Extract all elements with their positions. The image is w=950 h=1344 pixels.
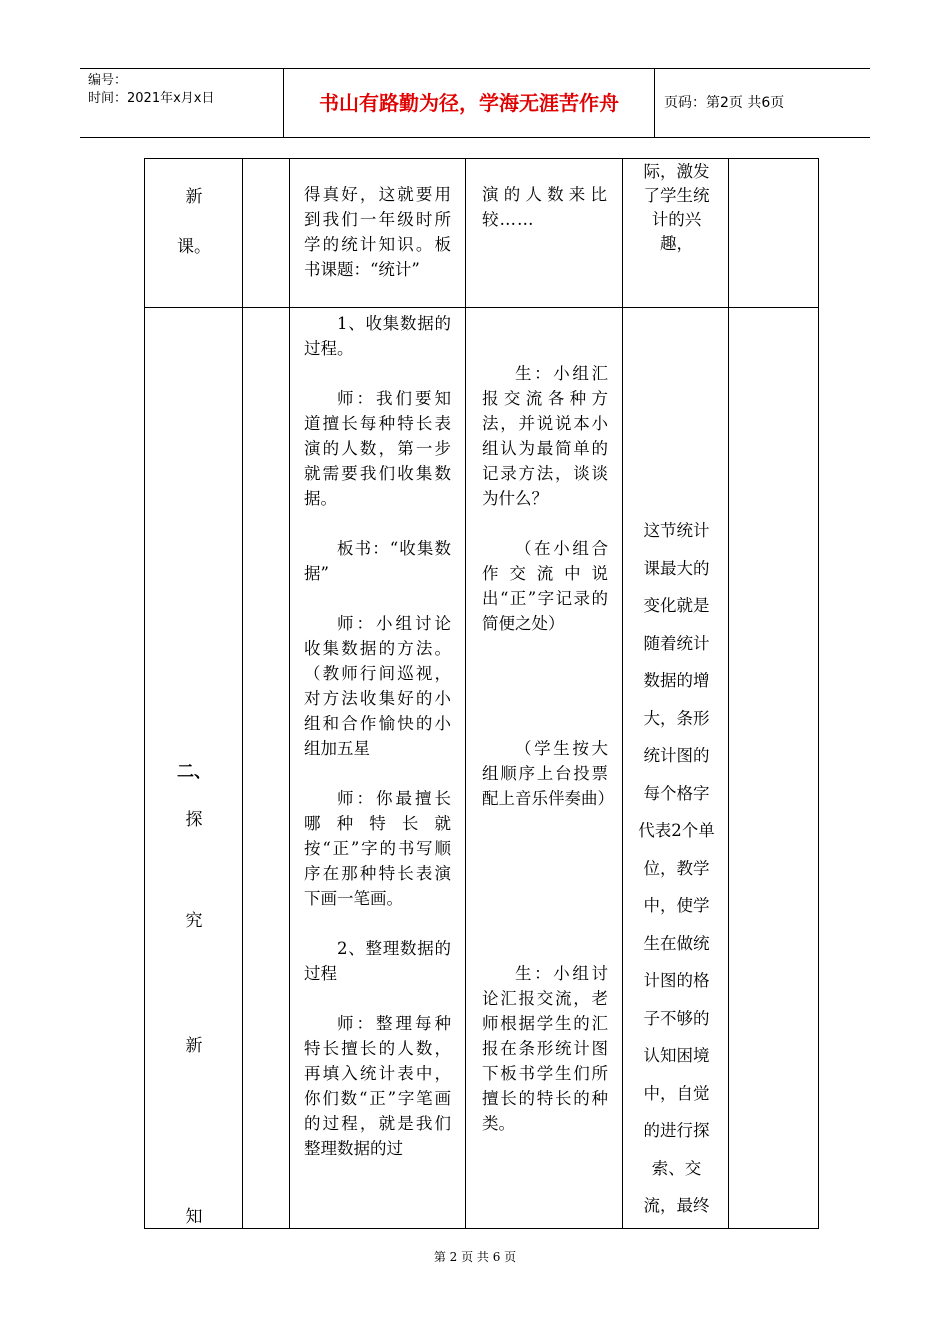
stage-cell	[145, 159, 243, 308]
student-text: （在小组合作交流中说出“正”字记录的简便之处）	[482, 539, 608, 633]
intent-cell	[623, 308, 729, 1229]
intent-cell	[623, 159, 729, 308]
page-footer: 第 2 页 共 6 页	[433, 1250, 517, 1264]
stage-text: 二、	[177, 762, 211, 782]
student-cell	[466, 308, 623, 1229]
time-cell	[243, 159, 290, 308]
student-text: （学生按大组顺序上台投票配上音乐伴奏曲）	[482, 739, 614, 808]
stage-text: 新	[185, 187, 203, 207]
time-cell	[243, 308, 290, 1229]
intent-text: 际，激发了学生统计的兴趣，	[643, 162, 710, 253]
stage-text: 知	[185, 1207, 203, 1227]
page-header	[80, 68, 870, 138]
stage-text: 新	[185, 1036, 203, 1056]
teacher-text: 师：你最擅长哪种特长就按“正”字的书写顺序在那种特长表演下画一笔画。	[304, 789, 451, 908]
table-row	[145, 159, 819, 308]
stage-cell	[145, 308, 243, 1229]
student-text: 生：小组讨论汇报交流，老师根据学生的汇报在条形统计图下板书学生们所擅长的特长的种类。	[482, 964, 608, 1133]
stage-text: 课。	[177, 237, 211, 257]
number-label: 编号：	[88, 73, 128, 88]
teacher-text: 2、整理数据的过程	[304, 939, 451, 983]
student-cell	[466, 159, 623, 308]
student-text: 演的人数来比较……	[482, 185, 608, 229]
page-label: 页码：第2页 共6页	[664, 95, 785, 111]
stage-text: 究	[185, 911, 203, 931]
teacher-text: 师：我们要知道擅长每种特长表演的人数，第一步就需要我们收集数据。	[304, 389, 451, 508]
teacher-cell	[290, 308, 466, 1229]
teacher-text: 师：整理每种特长擅长的人数，再填入统计表中，你们数“正”字笔画的过程，就是我们整理数据的过	[304, 1014, 451, 1158]
stage-text: 探	[185, 810, 203, 830]
teacher-text: 得真好，这就要用到我们一年级时所学的统计知识。板书课题：“统计”	[304, 185, 451, 279]
teacher-cell	[290, 159, 466, 308]
teacher-text: 1、收集数据的过程。	[304, 314, 451, 358]
intent-text: 这节统计课最大的变化就是随着统计数据的增大，条形统计图的每个格字代表2个单位，教学中，使学生在做统计图的格子不够的认知困境中，自觉的进行探索、交流，最终	[638, 521, 715, 1215]
teacher-text: 师：小组讨论收集数据的方法。（教师行间巡视，对方法收集好的小组和合作愉快的小组加五星	[304, 614, 451, 758]
teacher-text: 板书：“收集数据”	[304, 539, 451, 583]
motto: 书山有路勤为径，学海无涯苦作舟	[283, 69, 655, 137]
note-cell	[729, 308, 819, 1229]
note-cell	[729, 159, 819, 308]
header-meta	[80, 69, 283, 137]
time-label: 时间：2021年x月x日	[88, 91, 215, 106]
student-text: 生：小组汇报交流各种方法，并说说本小组认为最简单的记录方法，谈谈为什么？	[482, 364, 608, 508]
lesson-table	[144, 158, 819, 1229]
table-row	[145, 308, 819, 1229]
